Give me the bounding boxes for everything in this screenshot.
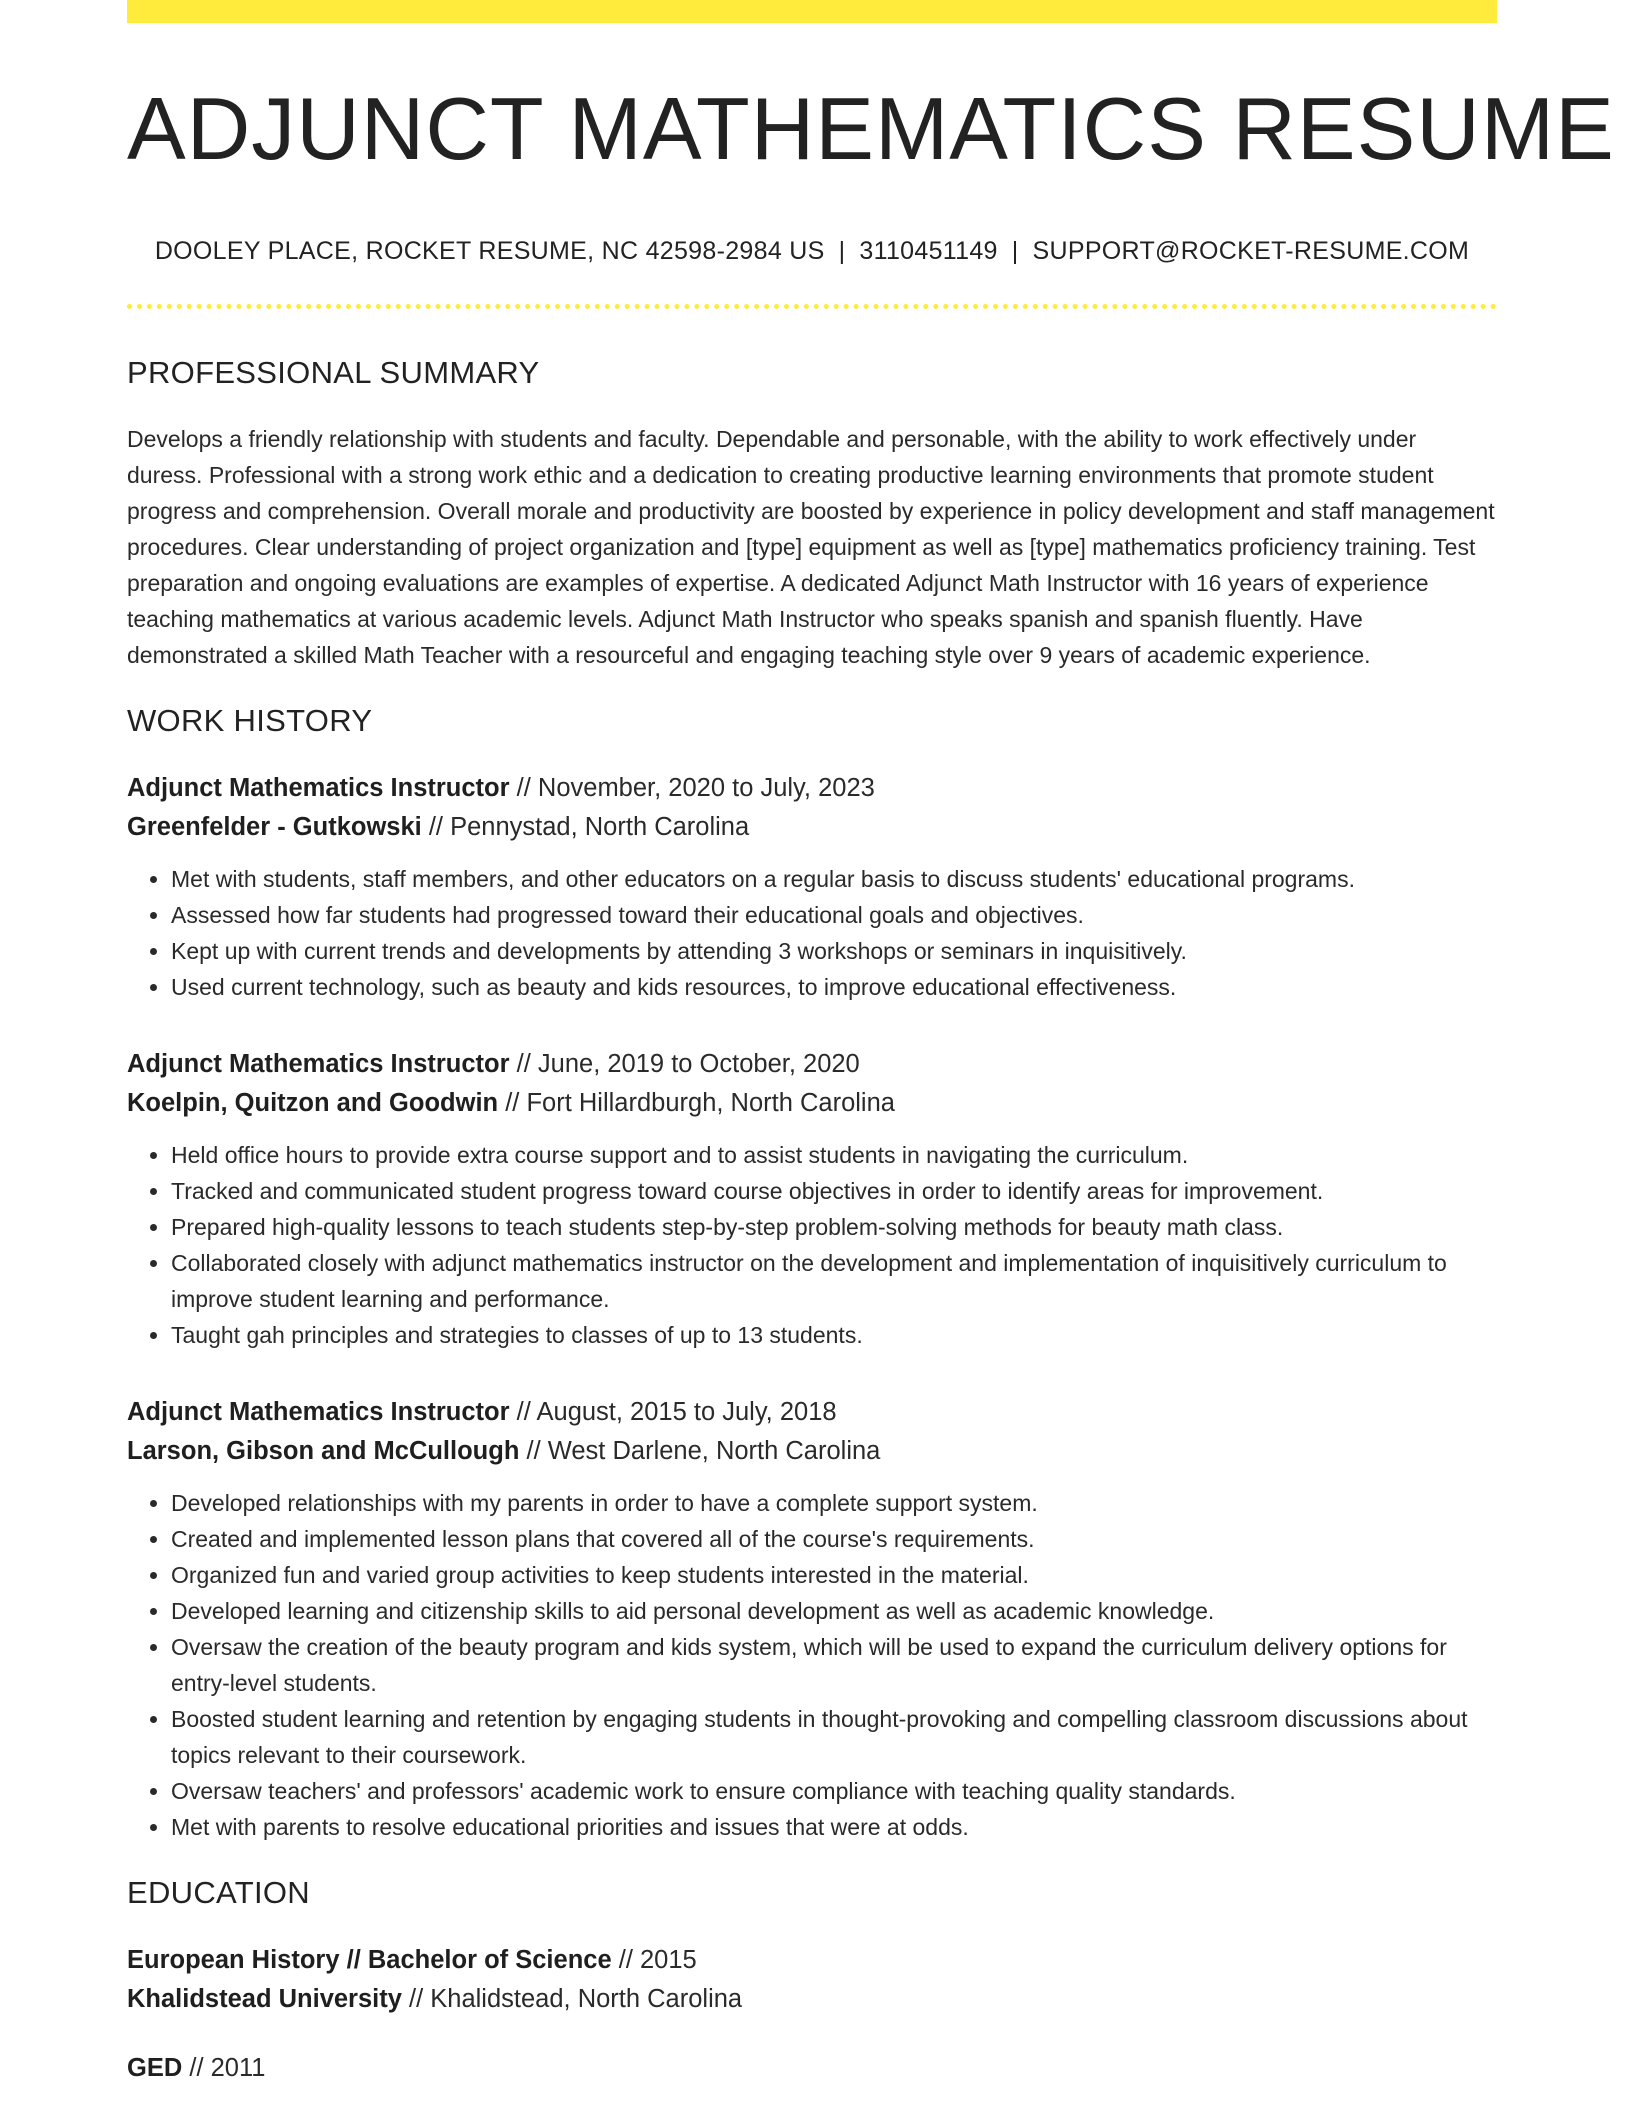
job-bullet: • Taught gah principles and strategies to classes of up to 13 students. <box>171 1317 1497 1353</box>
education-location: // Khalidstead, North Carolina <box>409 1984 743 2013</box>
job-dates: // November, 2020 to July, 2023 <box>516 773 875 802</box>
job-bullet: • Organized fun and varied group activities to keep students interested in the material. <box>171 1557 1497 1593</box>
job-company: Koelpin, Quitzon and Goodwin <box>127 1088 499 1117</box>
job-bullet: • Oversaw the creation of the beauty program and kids system, which will be used to expand the curriculum delivery options for entry-level students. <box>171 1629 1497 1701</box>
job-company: Greenfelder - Gutkowski <box>127 812 422 841</box>
contact-line <box>127 237 1497 266</box>
job-bullet-list <box>127 1137 1497 1353</box>
education-list <box>127 1941 1497 2088</box>
job-title-line <box>127 1393 1497 1432</box>
resume-page <box>127 0 1615 2088</box>
education-degree: GED <box>127 2053 183 2082</box>
job-title-line <box>127 1045 1497 1084</box>
education-degree-line <box>127 1941 1497 1980</box>
job-entry <box>127 1045 1497 1353</box>
education-heading: EDUCATION <box>127 1874 310 1910</box>
education-degree: European History // Bachelor of Science <box>127 1945 612 1974</box>
job-bullet: • Boosted student learning and retention by engaging students in thought-provoking and compelling classroom discussions about topics relevant to their coursework. <box>171 1701 1497 1773</box>
contact-email: SUPPORT@ROCKET-RESUME.COM <box>1032 236 1470 265</box>
job-bullet: • Held office hours to provide extra course support and to assist students in navigating the curriculum. <box>171 1137 1497 1173</box>
job-bullet: • Met with students, staff members, and other educators on a regular basis to discuss students' educational programs. <box>171 861 1497 897</box>
job-location: // West Darlene, North Carolina <box>526 1436 881 1465</box>
job-dates: // August, 2015 to July, 2018 <box>516 1397 837 1426</box>
job-bullet-list <box>127 1485 1497 1845</box>
job-title: Adjunct Mathematics Instructor <box>127 1397 510 1426</box>
contact-separator: | <box>838 236 846 265</box>
header-divider <box>127 304 1497 309</box>
summary-heading: PROFESSIONAL SUMMARY <box>127 354 540 390</box>
job-bullet: • Assessed how far students had progressed toward their educational goals and objectives. <box>171 897 1497 933</box>
job-bullet: • Used current technology, such as beauty and kids resources, to improve educational effectiveness. <box>171 969 1497 1005</box>
contact-separator: | <box>1011 236 1019 265</box>
work-history-list <box>127 769 1497 1845</box>
job-bullet: • Developed relationships with my parents in order to have a complete support system. <box>171 1485 1497 1521</box>
education-degree-line <box>127 2049 1497 2088</box>
job-location: // Pennystad, North Carolina <box>428 812 750 841</box>
job-entry <box>127 1393 1497 1845</box>
job-bullet: • Oversaw teachers' and professors' academic work to ensure compliance with teaching quality standards. <box>171 1773 1497 1809</box>
job-company-line <box>127 1084 1497 1123</box>
job-bullet: • Prepared high-quality lessons to teach students step-by-step problem-solving methods for beauty math class. <box>171 1209 1497 1245</box>
job-bullet: • Created and implemented lesson plans that covered all of the course's requirements. <box>171 1521 1497 1557</box>
summary-text: Develops a friendly relationship with students and faculty. Dependable and personable, with the ability to work effectively under duress. Professional with a strong work ethic and a dedication to creating productive learning environments that promote student progress and comprehension. Overall morale and productivity are boosted by experience in policy development and staff management procedures. Clear understanding of project organization and [type] equipment as well as [type] mathematics proficiency training. Test preparation and ongoing evaluations are examples of expertise. A dedicated Adjunct Math Instructor with 16 years of experience teaching mathematics at various academic levels. Adjunct Math Instructor who speaks spanish and spanish fluently. Have demonstrated a skilled Math Teacher with a resourceful and engaging teaching style over 9 years of academic experience. <box>127 425 1495 668</box>
job-company: Larson, Gibson and McCullough <box>127 1436 520 1465</box>
job-bullet-list <box>127 861 1497 1005</box>
education-school-line <box>127 1980 1497 2019</box>
education-year: // 2011 <box>189 2053 266 2082</box>
job-title-line <box>127 769 1497 808</box>
job-title: Adjunct Mathematics Instructor <box>127 1049 510 1078</box>
job-company-line <box>127 1432 1497 1471</box>
job-bullet: • Tracked and communicated student progress toward course objectives in order to identify areas for improvement. <box>171 1173 1497 1209</box>
job-location: // Fort Hillardburgh, North Carolina <box>505 1088 895 1117</box>
work-history-heading: WORK HISTORY <box>127 702 373 738</box>
education-year: // 2015 <box>618 1945 697 1974</box>
job-company-line <box>127 808 1497 847</box>
top-accent-bar <box>127 0 1497 23</box>
resume-title: ADJUNCT MATHEMATICS RESUME <box>127 79 1615 178</box>
contact-address: DOOLEY PLACE, ROCKET RESUME, NC 42598-2984 US <box>154 236 825 265</box>
job-bullet: • Developed learning and citizenship skills to aid personal development as well as academic knowledge. <box>171 1593 1497 1629</box>
job-bullet: • Met with parents to resolve educational priorities and issues that were at odds. <box>171 1809 1497 1845</box>
job-bullet: • Kept up with current trends and developments by attending 3 workshops or seminars in inquisitively. <box>171 933 1497 969</box>
education-entry <box>127 1941 1497 2019</box>
job-entry <box>127 769 1497 1005</box>
contact-phone: 3110451149 <box>859 236 998 265</box>
job-title: Adjunct Mathematics Instructor <box>127 773 510 802</box>
education-school: Khalidstead University <box>127 1984 402 2013</box>
job-bullet: • Collaborated closely with adjunct mathematics instructor on the development and implementation of inquisitively curriculum to improve student learning and performance. <box>171 1245 1497 1317</box>
job-dates: // June, 2019 to October, 2020 <box>516 1049 860 1078</box>
education-entry <box>127 2049 1497 2088</box>
